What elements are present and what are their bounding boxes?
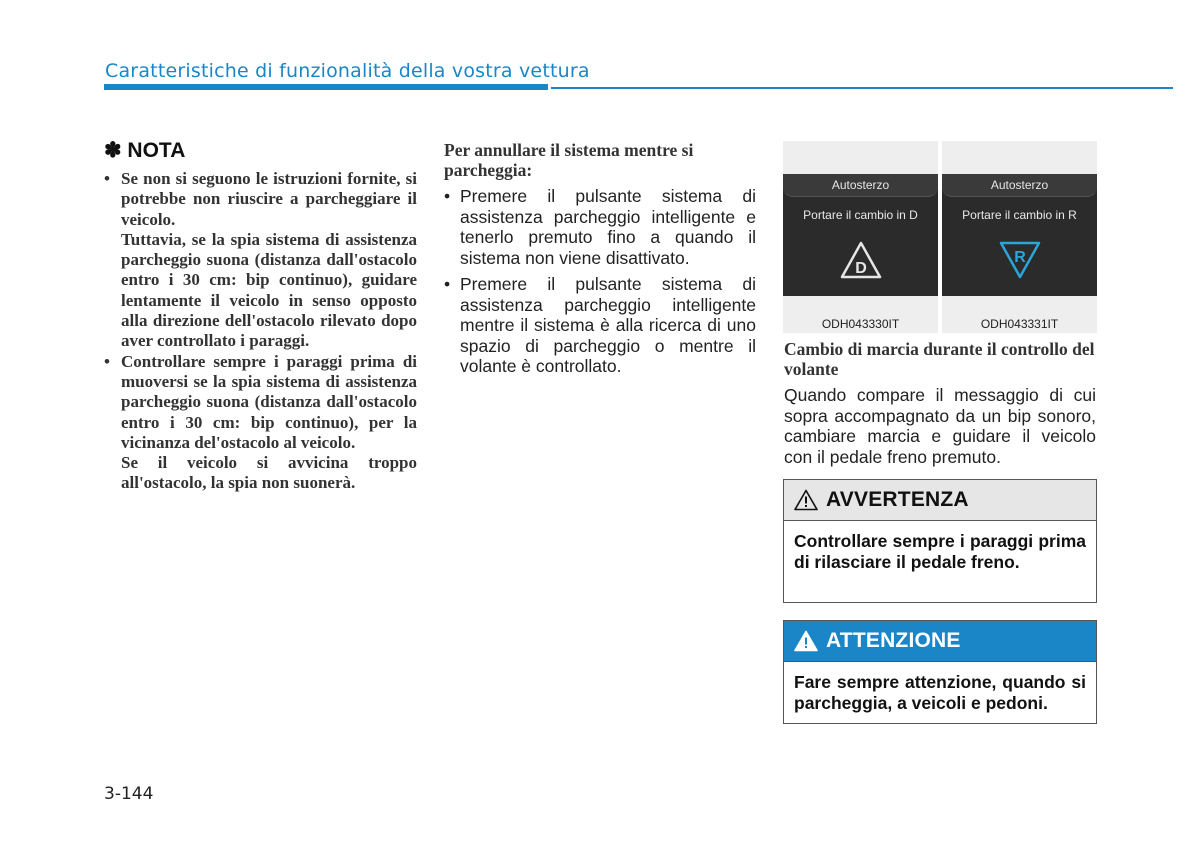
nota-item (104, 169, 417, 352)
svg-text:R: R (1014, 249, 1026, 266)
nota-paragraph: Se il veicolo si avvicina troppo all'ostacolo, la spia non suonerà. (121, 453, 417, 493)
gear-change-section (784, 339, 1096, 467)
nota-paragraph: Controllare sempre i paraggi prima di muoversi se la spia sistema di assistenza parcheggio suona (distanza dall'ostacolo entro i 30 cm: bip continuo), per la vicinanza del'ostacolo al veicolo. (121, 351, 417, 452)
svg-text:D: D (855, 260, 867, 277)
cancel-list (444, 186, 756, 377)
image-code: ODH043330IT (821, 317, 900, 331)
nota-paragraph: Se non si seguono le istruzioni fornite, si potrebbe non riuscire a parcheggiare il veicolo. (121, 169, 417, 229)
nota-title: ✽ NOTA (104, 139, 186, 162)
nota-section (104, 138, 417, 494)
cluster-screen (783, 174, 938, 296)
gear-d-warning-icon (840, 240, 882, 280)
nota-item (104, 352, 417, 494)
cluster-image-r (942, 141, 1097, 333)
bullet-icon: • (104, 169, 110, 188)
cancel-heading: Per annullare il sistema mentre si parcheggia: (444, 140, 694, 180)
screen-tab: Autosterzo (942, 174, 1097, 197)
warning-header (784, 480, 1096, 521)
header-title: Caratteristiche di funzionalità della vostra vettura (105, 60, 590, 82)
screen-tab: Autosterzo (783, 174, 938, 197)
header-rule-thick (104, 84, 548, 90)
caution-header (784, 621, 1096, 662)
caution-body: Fare sempre attenzione, quando si parcheggia, a veicoli e pedoni. (794, 672, 1086, 713)
warning-box (783, 479, 1097, 603)
screen-message: Portare il cambio in R (962, 208, 1077, 222)
gear-r-warning-icon (999, 240, 1041, 280)
cancel-item (444, 186, 756, 268)
caution-title: ATTENZIONE (826, 629, 961, 652)
cancel-section (444, 140, 756, 383)
header-rule-thin (551, 87, 1173, 89)
gear-change-heading: Cambio di marcia durante il controllo del volante (784, 339, 1095, 379)
nota-paragraph: Tuttavia, se la spia sistema di assistenza parcheggio suona (distanza dall'ostacolo entro i 30 cm: bip continuo), guidare lentamente il veicolo in senso opposto alla direzione dell'ostacolo rilevato dopo aver controllato i paraggi. (121, 229, 417, 351)
gear-change-body: Quando compare il messaggio di cui sopra accompagnato da un bip sonoro, cambiare marcia e guidare il veicolo con il pedale freno premuto. (784, 385, 1096, 467)
bullet-icon: • (444, 186, 451, 206)
caution-triangle-icon (794, 630, 818, 652)
image-code: ODH043331IT (980, 317, 1059, 331)
cancel-item-text: Premere il pulsante sistema di assistenza parcheggio intelligente e tenerlo premuto fino a quando il sistema non viene disattivato. (460, 186, 756, 268)
warning-title: AVVERTENZA (826, 488, 969, 511)
bullet-icon: • (104, 351, 110, 371)
warning-triangle-icon (794, 489, 818, 511)
cancel-item (444, 274, 756, 377)
cluster-screen (942, 174, 1097, 296)
caution-box (783, 620, 1097, 724)
cancel-item-text: Premere il pulsante sistema di assistenza parcheggio intelligente mentre il sistema è alla ricerca di uno spazio di parcheggio o mentre il volante è controllato. (460, 274, 756, 376)
nota-list (104, 169, 417, 494)
page-number: 3-144 (104, 784, 154, 804)
bullet-icon: • (444, 274, 451, 294)
screen-message: Portare il cambio in D (803, 208, 918, 222)
cluster-image-d (783, 141, 938, 333)
warning-body: Controllare sempre i paraggi prima di rilasciare il pedale freno. (794, 531, 1086, 572)
